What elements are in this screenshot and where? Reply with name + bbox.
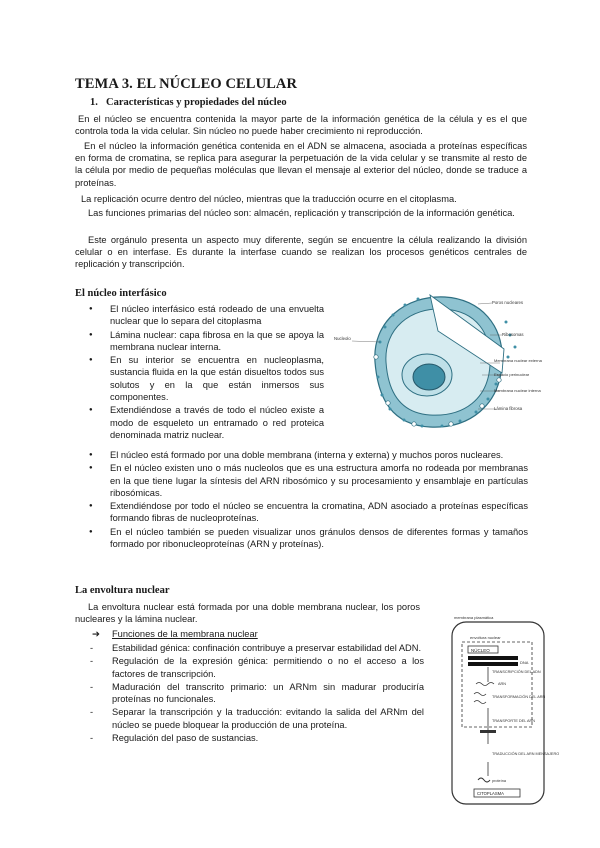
nucleus-figure — [330, 287, 542, 437]
intro-paragraph-5: Este orgánulo presenta un aspecto muy diferente, según se encuentre la célula realizando la división celular o en interfase. Es durante la interfase cuando se realizan los procesos genéticos centrales de replicación y transcripción. — [75, 235, 527, 270]
list-item: ● El núcleo está formado por una doble membrana (interna y externa) y muchos poros nucleares. — [86, 449, 528, 461]
list-item: ● Lámina nuclear: capa fibrosa en la que se apoya la membrana nuclear interna. — [86, 329, 324, 354]
intro-paragraph-4: Las funciones primarias del núcleo son: almacén, replicación y transcripción de la información genética. — [88, 208, 515, 218]
list-item: ● Extendiéndose por todo el núcleo se encuentra la cromatina, ADN asociado a proteínas específicas formando fibras de nucleoproteínas. — [86, 500, 528, 525]
label-nucleolo: Nucleolo — [334, 336, 351, 341]
gene-expression-figure — [440, 612, 560, 812]
list-item: ● En el núcleo existen uno o más nucleolos que es una estructura amorfa no rodeada por membranas en la que tiene lugar la síntesis del ARN ribosómico y su procesamiento y ensamblaje en partículas ribosómicas. — [86, 462, 528, 499]
label-membrana-externa: Membrana nuclear externa — [494, 358, 542, 363]
list-item: ● En su interior se encuentra en nucleoplasma, sustancia fluida en la que están disueltos todos sus solutos y en la que están inmersos sus componentes. — [86, 354, 324, 403]
intro-paragraph-3: La replicación ocurre dentro del núcleo, mientras que la traducción ocurre en el citoplasma. — [81, 194, 457, 204]
interphase-bullets-left — [86, 303, 324, 442]
label-arn: ARN — [498, 682, 507, 686]
label-nucleo: NÚCLEO — [471, 648, 490, 653]
label-envoltura: envoltura nuclear — [470, 635, 501, 640]
list-item: - Estabilidad génica: confinación contribuye a preservar estabilidad del ADN. — [86, 642, 424, 654]
label-ribosomas: Ribosomas — [502, 332, 524, 337]
list-item: - Separar la transcripción y la traducción: evitando la salida del ARNm del núcleo se puede bloquear la producción de una proteína. — [86, 706, 424, 731]
list-item: - Regulación de la expresión génica: permitiendo o no el acceso a los factores de transcripción. — [86, 655, 424, 680]
list-item: ● El núcleo interfásico está rodeado de una envuelta nuclear que lo separa del citoplasma — [86, 303, 324, 328]
label-traduccion: TRADUCCIÓN DEL ARN MENSAJERO — [492, 752, 560, 756]
label-poros: Poros nucleares — [492, 300, 524, 305]
label-transporte: TRANSPORTE DEL ARN — [492, 719, 536, 723]
section-number: 1. — [90, 97, 98, 108]
functions-heading-text: Funciones de la membrana nuclear — [112, 629, 258, 639]
intro-paragraph-2: En el núcleo la información genética contenida en el ADN se almacena, asociada a proteínas específicas en forma de cromatina, se replica para asegurar la perpetuación de la vida celular y se transmite al resto de la célula por medio de pequeñas moléculas que llevan el mensaje al exterior del núcleo, donde se traduce a proteínas. — [75, 141, 527, 188]
page-title: TEMA 3. EL NÚCLEO CELULAR — [75, 76, 298, 92]
label-membrana-interna: Membrana nuclear interna — [494, 388, 541, 393]
label-lamina: Lámina fibrosa — [494, 406, 523, 411]
label-membrana-plasmatica: membrana plasmática — [454, 615, 494, 620]
label-transcripcion: TRANSCRIPCIÓN DEL ADN — [492, 670, 541, 674]
interphase-bullets-full — [86, 449, 528, 551]
label-proteina: proteína — [492, 779, 506, 783]
list-item: - Maduración del transcrito primario: un ARNm sin madurar produciría proteínas no funcionales. — [86, 681, 424, 706]
section-heading-characteristics — [90, 97, 287, 108]
arrow-icon: ➔ — [92, 629, 100, 639]
label-maduracion: TRANSFORMACIÓN DEL ARN — [492, 695, 546, 699]
intro-paragraph-1: En el núcleo se encuentra contenida la mayor parte de la información genética de la célula y es el que controla toda la vida celular. Sin núcleo no puede haber crecimiento ni reproducción. — [75, 114, 527, 137]
section-heading-interphase: El núcleo interfásico — [75, 288, 167, 299]
label-espacio: Espacio perinuclear — [494, 372, 530, 377]
functions-list — [86, 642, 424, 745]
label-adn: DNA — [520, 660, 529, 665]
section-heading-envelope: La envoltura nuclear — [75, 585, 170, 596]
envelope-intro: La envoltura nuclear está formada por una doble membrana nuclear, los poros nucleares y la lámina nuclear. — [75, 602, 420, 625]
list-item: ● En el núcleo también se pueden visualizar unos gránulos densos de diferentes formas y tamaños formado por ribonucleoproteínas (ARN y proteínas). — [86, 526, 528, 551]
list-item: ● Extendiéndose a través de todo el núcleo existe a modo de esqueleto un entramado o red proteica denominada matriz nuclear. — [86, 404, 324, 441]
functions-heading — [92, 629, 258, 640]
section-title: Características y propiedades del núcleo — [106, 97, 287, 108]
list-item: - Regulación del paso de sustancias. — [86, 732, 424, 744]
label-citoplasma: CITOPLASMA — [477, 791, 504, 796]
